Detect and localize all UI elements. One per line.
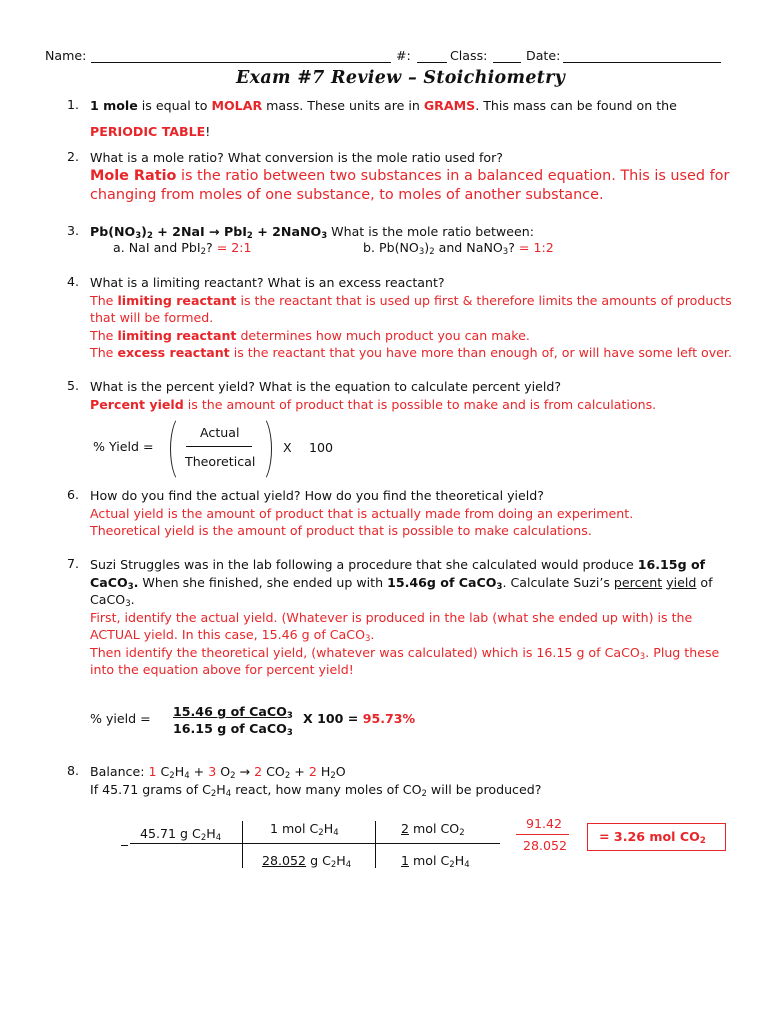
q6-answer2: Theoretical yield is the amount of product that is possible to make calculations.: [90, 523, 592, 538]
q8-fraction-bar: [516, 834, 569, 835]
q5-left-paren: [170, 415, 194, 483]
q4-answer-line4: The excess reactant is the reactant that you have more than enough of, or will have some left over.: [90, 345, 732, 360]
q8-number: 8.: [67, 763, 80, 778]
q4-answer-line3: The limiting reactant determines how much product you can make.: [90, 327, 530, 343]
q1-text-a: is equal to: [137, 98, 212, 113]
q1-text-line2: [90, 123, 210, 141]
q2-question: What is a mole ratio? What conversion is the mole ratio used for?: [90, 150, 503, 165]
q1-molar: MOLAR: [211, 98, 263, 113]
q8-cell2-bottom: 28.052 g $C_2H_4$: [262, 853, 352, 870]
q8-coef-3: 2: [254, 764, 263, 779]
q8-grid-midline: [242, 843, 500, 844]
q8-cell3-top: 2 mol $CO_2$: [401, 821, 465, 838]
q7-answer-line2: ACTUAL yield. In this case, 15.46 g of CaCO$_3$.: [90, 627, 375, 644]
q3-part-a-answer: = 2:1: [212, 240, 252, 255]
q6-block: [90, 487, 633, 540]
q5-answer: Percent yield is the amount of product that is possible to make and is from calculations.: [90, 396, 657, 412]
q3-equation-line: [90, 223, 534, 241]
q8-question: If 45.71 grams of $C_2H_4$ react, how many moles of $CO_2$ will be produced?: [90, 781, 542, 799]
q1-text-c: . This mass can be found on the: [475, 98, 677, 113]
q5-fraction-bar: [186, 446, 252, 447]
q5-number: 5.: [67, 378, 80, 393]
class-blank[interactable]: [493, 50, 521, 63]
q3-part-a: a. NaI and PbI$_2$? = 2:1: [113, 240, 252, 257]
date-blank[interactable]: [563, 50, 721, 63]
number-label: #:: [396, 48, 411, 63]
q8-start-underline: [130, 843, 242, 844]
q8-coef-2: 3: [208, 764, 217, 779]
date-label: Date:: [526, 48, 561, 63]
q8-coef-4: 2: [308, 764, 317, 779]
q7-line2: CaCO$_3$. When she finished, she ended up with 15.46g of CaCO$_3$. Calculate Suzi’s percent yield of: [90, 574, 713, 592]
q2-answer-line1: [90, 167, 729, 186]
name-label: Name:: [45, 48, 87, 63]
q2-answer-line2: changing from moles of one substance, to moles of another substance.: [90, 186, 604, 203]
q8-cell3-bottom: 1 mol $C_2H_4$: [401, 853, 470, 870]
q5-denominator: Theoretical: [185, 454, 256, 469]
q6-number: 6.: [67, 487, 80, 502]
q8-answer: = 3.26 mol $CO_2$: [599, 829, 706, 846]
q1-exclaim: !: [205, 124, 211, 139]
q2-mole-ratio: Mole Ratio: [90, 167, 177, 184]
q3-number: 3.: [67, 223, 80, 238]
q4-answer-line2: that will be formed.: [90, 310, 214, 325]
q3-question: What is the mole ratio between:: [327, 224, 534, 239]
q5-hundred: 100: [309, 440, 334, 455]
q1-text: [90, 97, 677, 115]
q7-numerator: 15.46 g of CaCO$_3$: [173, 704, 293, 721]
q8-divider-1: [242, 821, 243, 868]
q7-block: [90, 556, 719, 679]
q8-divider-2: [375, 821, 376, 868]
q6-answer1: Actual yield is the amount of product that is actually made from doing an experiment.: [90, 505, 634, 521]
q7-number: 7.: [67, 556, 80, 571]
page-title: Exam #7 Review – Stoichiometry: [236, 68, 566, 88]
q7-line3: CaCO$_3$.: [90, 592, 135, 609]
q4-answer-line1: The limiting reactant is the reactant that is used up first & therefore limits the amounts of products: [90, 292, 732, 308]
q8-dash: [121, 845, 128, 846]
q5-times: X: [283, 440, 292, 455]
q2-block: [90, 149, 729, 205]
q2-answer-a: is the ratio between two substances in a balanced equation. This is used for: [176, 167, 730, 184]
q8-block: [90, 763, 541, 798]
q7-answer-line3: Then identify the theoretical yield, (whatever was calculated) which is 16.15 g of CaCO$_3$. Plug these: [90, 644, 720, 662]
name-blank[interactable]: [91, 50, 391, 63]
q7-answer-line1: First, identify the actual yield. (Whatever is produced in the lab (what she ended up with) is the: [90, 609, 693, 625]
q8-fraction-bottom: 28.052: [523, 838, 568, 853]
q7-denominator: 16.15 g of CaCO$_3$: [173, 721, 293, 738]
q8-balance-line: Balance: 1 $C_2H_4 + 3$ $O_2 \to 2$ $CO_2 + 2$ $H_2O$: [90, 764, 346, 781]
q1-grams: GRAMS: [423, 98, 476, 113]
q3-equation: $Pb(NO_3)_2 + 2NaI \to PbI_2$ + 2NaNO$_3$: [90, 224, 328, 241]
q8-coef-1: 1: [148, 764, 157, 779]
class-label: Class:: [450, 48, 488, 63]
q5-right-paren: [248, 415, 272, 483]
q8-start-value: 45.71 g $C_2H_4$: [140, 826, 222, 843]
number-blank[interactable]: [417, 50, 447, 63]
q1-one-mole: 1 mole: [90, 98, 138, 113]
q7-answer-line4: into the equation above for percent yield!: [90, 662, 354, 677]
q7-result: 95.73%: [362, 711, 416, 726]
q2-number: 2.: [67, 149, 80, 164]
q5-yield-label: % Yield =: [93, 439, 154, 454]
q8-fraction-top: 91.42: [526, 816, 563, 831]
q1-text-b: mass. These units are in: [262, 98, 424, 113]
q4-number: 4.: [67, 274, 80, 289]
q7-result-line: X 100 = 95.73%: [303, 711, 416, 726]
q3-part-b: b. $Pb(NO_3)_2$ and NaNO$_3$? = 1:2: [363, 240, 554, 257]
q1-periodic-table: PERIODIC TABLE: [90, 124, 206, 139]
q5-question: What is the percent yield? What is the equation to calculate percent yield?: [90, 379, 562, 394]
q7-yield-label: % yield =: [90, 711, 151, 726]
q3-part-b-answer: = 1:2: [514, 240, 554, 255]
q7-line1: Suzi Struggles was in the lab following a procedure that she calculated would produce 16.15g of: [90, 557, 706, 572]
q1-number: 1.: [67, 97, 80, 112]
q8-cell2-top: 1 mol $C_2H_4$: [270, 821, 339, 838]
q6-question: How do you find the actual yield? How do you find the theoretical yield?: [90, 488, 544, 503]
q4-block: [90, 274, 732, 362]
q5-block: [90, 378, 656, 413]
q4-question: What is a limiting reactant? What is an excess reactant?: [90, 275, 445, 290]
q5-numerator: Actual: [200, 425, 240, 440]
